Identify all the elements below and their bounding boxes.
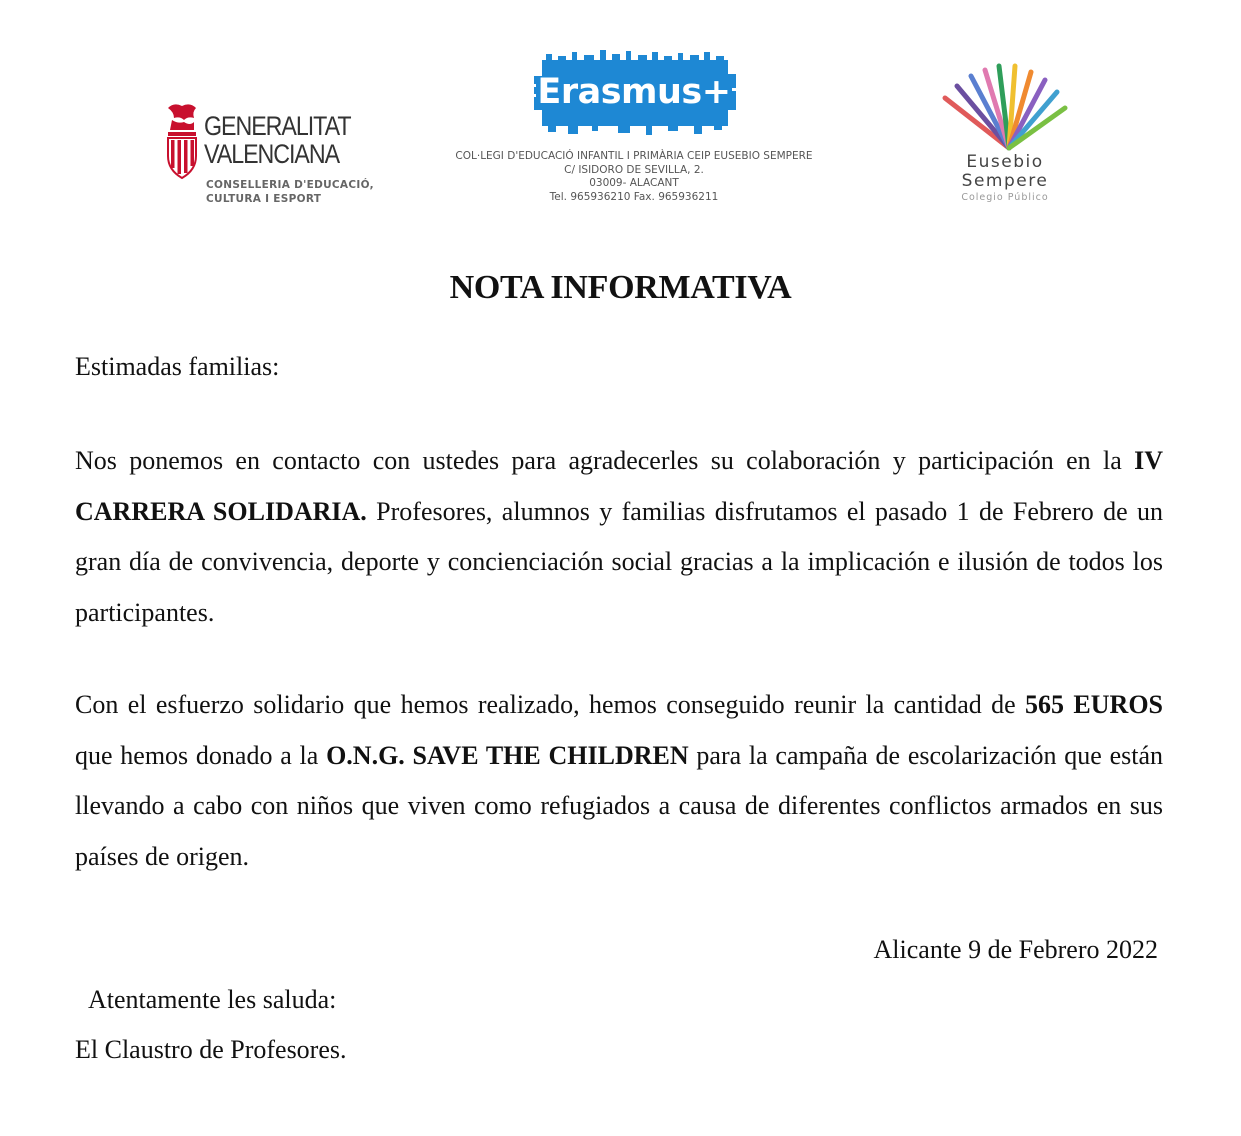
- erasmus-logo-text: Erasmus+: [537, 72, 731, 112]
- school-logo-name2: Sempere: [961, 171, 1049, 191]
- school-info-line1: COL·LEGI D'EDUCACIÓ INFANTIL I PRIMÀRIA CEIP EUSEBIO SEMPERE: [455, 150, 813, 162]
- letter-date: Alicante 9 de Febrero 2022: [873, 935, 1158, 964]
- event-name: IV CARRERA SOLIDARIA.: [75, 446, 1163, 526]
- conselleria-line2: CULTURA I ESPORT: [206, 193, 322, 205]
- generalitat-line2: VALENCIANA: [204, 139, 340, 169]
- school-address: [420, 150, 848, 204]
- paragraph-donation: [75, 680, 1163, 882]
- generalitat-name: [204, 112, 350, 168]
- closing-line: Atentamente les saluda:: [88, 985, 337, 1014]
- paragraph2-text1: Con el esfuerzo solidario que hemos realizado, hemos conseguido reunir la cantidad de: [75, 690, 1026, 719]
- school-logo-name1: Eusebio: [966, 152, 1044, 172]
- donation-amount: 565 EUROS: [1025, 690, 1164, 719]
- signature-line: El Claustro de Profesores.: [75, 1035, 347, 1064]
- colored-pencils-icon: [935, 62, 1075, 154]
- greeting: Estimadas familias:: [75, 352, 280, 381]
- school-logo: [935, 62, 1075, 212]
- paragraph2-text2: que hemos donado a la: [75, 740, 327, 770]
- paragraph2-text3: para la campaña de escolarización que están llevando a cabo con niños que viven como refugiados a causa de diferentes conflictos armados en sus países de origen.: [75, 740, 1164, 871]
- paragraph1-text2: Profesores, alumnos y familias disfrutamos el pasado 1 de Febrero de un gran día de convivencia, deporte y concienciación social gracias a la implicación e ilusión de todos los participantes.: [75, 496, 1163, 627]
- school-info-line2: C/ ISIDORO DE SEVILLA, 2.: [564, 163, 704, 176]
- school-logo-subtitle: Colegio Público: [961, 192, 1049, 203]
- school-info-line4: Tel. 965936210 Fax. 965936211: [549, 190, 719, 203]
- document-title: NOTA INFORMATIVA: [449, 269, 792, 306]
- letterhead: [0, 0, 1241, 230]
- generalitat-logo: [160, 102, 374, 212]
- erasmus-logo: [528, 50, 740, 136]
- paragraph1-text1: Nos ponemos en contacto con ustedes para agradecerles su colaboración y participación en la: [75, 446, 1135, 475]
- ngo-name: O.N.G. SAVE THE CHILDREN: [326, 740, 689, 770]
- paragraph-thanks: [75, 436, 1163, 638]
- school-info-line3: 03009- ALACANT: [589, 177, 679, 189]
- generalitat-crest-icon: [160, 102, 202, 180]
- generalitat-line1: GENERALITAT: [204, 111, 351, 141]
- conselleria-line1: CONSELLERIA D'EDUCACIÓ,: [206, 179, 374, 191]
- conselleria-name: [206, 178, 374, 206]
